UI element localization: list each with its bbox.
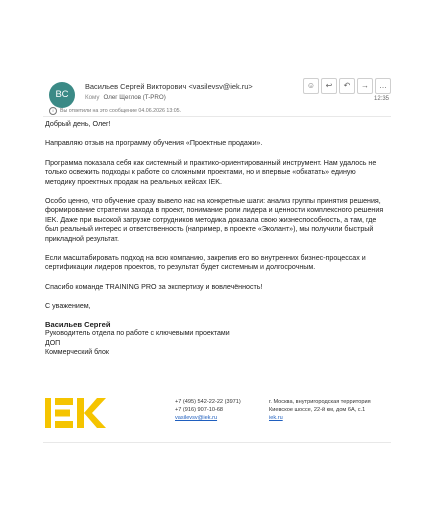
sender-line[interactable]: Васильев Сергей Викторович <vasilevsv@iek.ru>	[85, 82, 253, 91]
avatar[interactable]: ВС	[49, 82, 75, 108]
email-reading-pane	[35, 70, 397, 445]
address-block	[269, 398, 371, 422]
contact-details	[175, 398, 241, 422]
signature-footer	[45, 398, 390, 440]
info-icon: i	[49, 107, 57, 115]
message-body	[45, 120, 385, 357]
signature-name: Васильев Сергей	[45, 319, 111, 329]
replied-notice	[49, 107, 181, 115]
replied-notice-text: Вы ответили на это сообщение 04.06.2026 13:05.	[60, 108, 182, 114]
iek-logo	[45, 398, 117, 428]
footer-divider	[43, 442, 391, 443]
message-header	[35, 70, 397, 116]
signature-title: Руководитель отдела по работе с ключевыми проектами	[45, 330, 230, 338]
phone-2[interactable]: +7 (916) 907-10-68	[175, 407, 224, 413]
to-label: Кому	[85, 94, 100, 101]
paragraph-2: Программа показала себя как системный и практико-ориентированный инструмент. Нам удалось не только освежить подходы к работе со сложными проектами, но и впервые «обкатать» единую методику проектных продаж на реальных кейсах IEK.	[45, 158, 377, 186]
address-line-2: Киевское шоссе, 22-й км, дом 6А, с.1	[269, 407, 366, 413]
site-link[interactable]: iek.ru	[269, 415, 283, 421]
more-icon[interactable]: …	[375, 78, 391, 94]
closing: С уважением,	[45, 302, 91, 311]
signature-block: Коммерческий блок	[45, 348, 109, 356]
forward-icon[interactable]: →	[357, 78, 373, 94]
reply-all-icon[interactable]: ↶	[339, 78, 355, 94]
email-link[interactable]: vasilevsv@iek.ru	[175, 415, 218, 421]
header-divider	[43, 116, 391, 117]
paragraph-1: Направляю отзыв на программу обучения «Проектные продажи».	[45, 139, 263, 148]
phone-1[interactable]: +7 (495) 542-22-22 (3971)	[175, 399, 241, 405]
received-time: 12:35	[373, 96, 389, 102]
recipient-line	[85, 94, 166, 101]
paragraph-3: Особо ценно, что обучение сразу вывело нас на конкретные шаги: анализ группы принятия решения, формирование стратегии захода в проект, понимание роли лидера и ценности комплексного решения IEK. Даже при высокой загрузке сотрудников методика доказала свою жизнеспособность, а там, где был реальный интерес и ответственность (например, в проекте «Эколант»), мы получили быстрый прикладной результат.	[45, 197, 384, 243]
to-value[interactable]: Олег Щеглов (T-PRO)	[103, 94, 166, 101]
address-line-1: г. Москва, внутригородская территория	[269, 399, 371, 405]
paragraph-5: Спасибо команде TRAINING PRO за экспертизу и вовлечённость!	[45, 282, 263, 291]
message-actions	[303, 78, 391, 94]
greeting: Добрый день, Олег!	[45, 120, 111, 128]
signature-dept: ДОП	[45, 339, 61, 347]
paragraph-4: Если масштабировать подход на всю компанию, закрепив его во внутренних бизнес-процессах и сертификации лидеров проектов, то результат будет системным и долгосрочным.	[45, 254, 366, 272]
reply-icon[interactable]: ↩	[321, 78, 337, 94]
smiley-icon[interactable]: ☺	[303, 78, 319, 94]
